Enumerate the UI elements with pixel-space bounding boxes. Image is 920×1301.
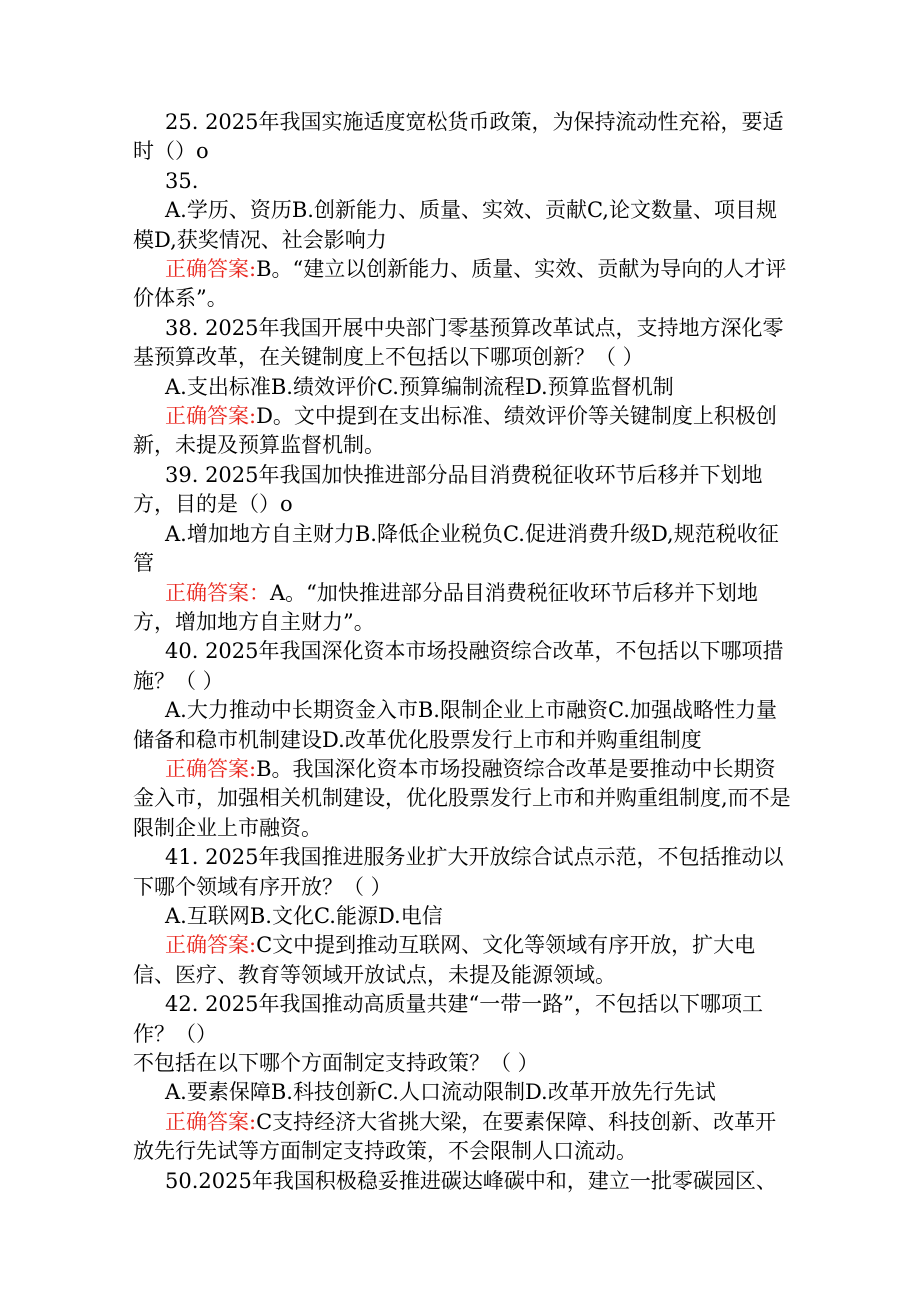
correct-answer	[0, 1108, 920, 1167]
correct-answer	[0, 755, 920, 843]
correct-answer-explanation: B。我国深化资本市场投融资综合改革是要推动中长期资金入市，加强相关机制建设，优化股票发行上市和并购重组制度,而不是限制企业上市融资。	[133, 756, 791, 840]
correct-answer	[0, 579, 920, 638]
document-body	[0, 108, 920, 1196]
correct-answer	[0, 255, 920, 314]
correct-answer	[0, 402, 920, 461]
correct-answer-label: 正确答案:	[165, 933, 257, 958]
correct-answer-explanation: B。“建立以创新能力、质量、实效、贡献为导向的人才评价体系”。	[133, 257, 787, 311]
answer-options: A.要素保障B.科技创新C.人口流动限制D.改革开放先行先试	[165, 1080, 716, 1105]
correct-answer-explanation: C支持经济大省挑大梁，在要素保障、科技创新、改革开放先行先试等方面制定支持政策，不会限制人口流动。	[133, 1109, 777, 1164]
correct-answer-explanation: A。“加快推进部分品目消费税征收环节后移并下划地方，增加地方自主财力”。	[133, 580, 758, 634]
correct-answer-explanation: C文中提到推动互联网、文化等领域有序开放，扩大电信、医疗、教育等领域开放试点，未提及能源领域。	[133, 933, 756, 987]
question-text: 不包括在以下哪个方面制定支持政策？（ ）	[133, 1051, 539, 1075]
correct-answer	[0, 931, 920, 990]
answer-options: A.大力推动中长期资金入市B.限制企业上市融资C.加强战略性力量储备和稳市机制建设D.改革优化股票发行上市和并购重组制度	[133, 698, 777, 752]
correct-answer-label: 正确答案:	[165, 756, 257, 781]
question-text: 50.2025年我国积极稳妥推进碳达峰碳中和，建立一批零碳园区、	[165, 1168, 777, 1193]
answer-options: A.增加地方自主财力B.降低企业税负C.促进消费升级D,规范税收征管	[133, 521, 779, 576]
question-text: 35.	[165, 168, 199, 193]
answer-options: A.互联网B.文化C.能源D.电信	[165, 903, 443, 928]
correct-answer-label: 正确答案：	[165, 580, 270, 605]
question-text: 39. 2025年我国加快推进部分品目消费税征收环节后移并下划地方，目的是（）o	[133, 462, 763, 517]
answer-options: A.支出标准B.绩效评价C.预算编制流程D.预算监督机制	[165, 374, 674, 399]
correct-answer-explanation: D。文中提到在支出标准、绩效评价等关键制度上积极创新，未提及预算监督机制。	[133, 404, 777, 458]
correct-answer-label: 正确答案:	[165, 1109, 257, 1134]
question-text: 40. 2025年我国深化资本市场投融资综合改革，不包括以下哪项措施？（ ）	[133, 639, 784, 693]
correct-answer-label: 正确答案:	[165, 404, 257, 429]
correct-answer-label: 正确答案:	[165, 257, 257, 282]
answer-options: A.学历、资历B.创新能力、质量、实效、贡献C,论文数量、项目规模D,获奖情况、社会影响力	[133, 198, 777, 252]
question-text: 25. 2025年我国实施适度宽松货币政策，为保持流动性充裕，要适时（）o	[133, 110, 784, 164]
question-text: 42. 2025年我国推动高质量共建“一带一路”，不包括以下哪项工作？（）	[133, 992, 763, 1046]
question-text: 41. 2025年我国推进服务业扩大开放综合试点示范，不包括推动以下哪个领域有序开放？（ ）	[133, 845, 784, 899]
question-text: 38. 2025年我国开展中央部门零基预算改革试点，支持地方深化零基预算改革，在关键制度上不包括以下哪项创新？（ ）	[133, 315, 784, 370]
